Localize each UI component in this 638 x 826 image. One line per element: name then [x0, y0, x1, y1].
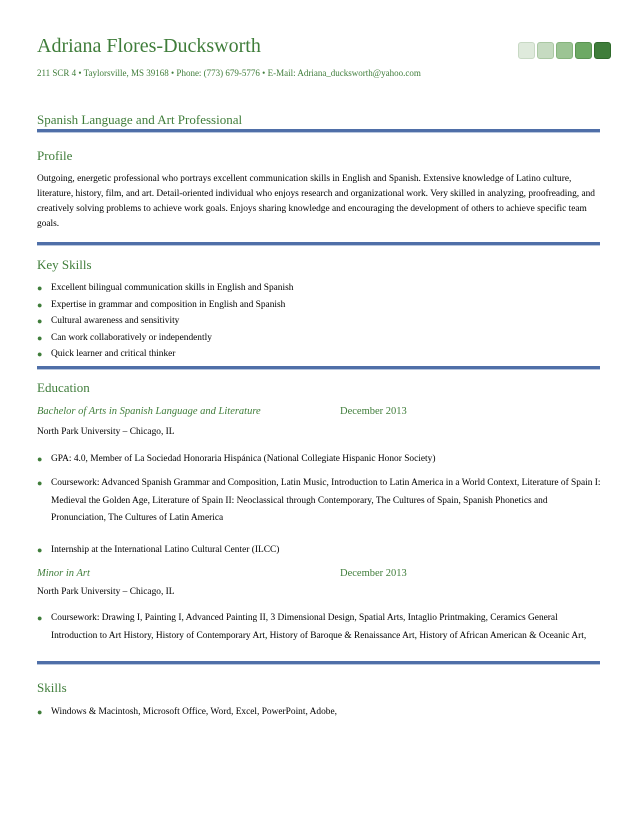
education-heading: Education — [37, 380, 90, 395]
contact-line: 211 SCR 4 • Taylorsville, MS 39168 • Phone: (773) 679-5776 • E-Mail: Adriana_ducksworth@yahoo.com — [37, 68, 421, 78]
profile-text: Outgoing, energetic professional who portrays excellent communication skills in English and Spanish. Extensive knowledge of Latino culture, literature, history, film, and art. Detail-oriented individual who enjoys research and organizational work. Very skilled in analyzing, proofreading, and creatively solving problems to achieve work goals. Enjoys sharing knowledge and encouraging the development of others to achieve specific team goals. — [37, 174, 595, 229]
degree-bullets — [37, 451, 602, 469]
bullet-icon: ● — [37, 299, 43, 310]
section-divider — [37, 366, 600, 369]
decor-square-1 — [518, 42, 535, 59]
bullet-icon: ● — [37, 316, 43, 326]
list-item: ● Excellent bilingual communication skills in English and Spanish — [37, 280, 602, 297]
institution: North Park University – Chicago, IL — [37, 427, 175, 437]
degree-title: Minor in Art — [37, 568, 90, 579]
degree-date: December 2013 — [340, 568, 407, 579]
degree-date: December 2013 — [340, 406, 407, 417]
list-item: ● Coursework: Drawing I, Painting I, Advanced Painting II, 3 Dimensional Design, Spatial Arts, Intaglio Printmaking, Ceramics General Introduction to Art History, History of Contemporary Art, History of Baroque & Renaissance Art, History of African American & Oceanic Art, — [37, 610, 602, 645]
list-item: ● Coursework: Advanced Spanish Grammar and Composition, Latin Music, Introduction to Latin America in a World Context, Literature of Spain I: Medieval the Golden Age, Literature of Spain II: Neoclassical through Contemporary, The Cultures of Spain, Spanish Phonetics and Pronunciation, The Cultures of Latin America — [37, 475, 602, 528]
degree-bullets — [37, 610, 602, 645]
section-divider — [37, 129, 600, 132]
skills-heading: Skills — [37, 680, 67, 695]
bullet-icon: ● — [37, 707, 43, 717]
list-item: ● Internship at the International Latino Cultural Center (ILCC) — [37, 542, 602, 560]
decor-square-2 — [537, 42, 554, 59]
degree-bullets — [37, 542, 602, 560]
key-skills-list — [37, 280, 602, 363]
degree-bullets — [37, 475, 602, 528]
bullet-icon: ● — [37, 454, 43, 464]
decorative-squares — [518, 42, 611, 59]
bullet-icon: ● — [37, 283, 43, 293]
decor-square-5 — [594, 42, 611, 59]
bullet-icon: ● — [37, 613, 43, 623]
bullet-icon: ● — [37, 545, 43, 555]
bullet-icon: ● — [37, 332, 43, 343]
section-divider — [37, 242, 600, 245]
key-skills-heading: Key Skills — [37, 257, 92, 272]
decor-square-3 — [556, 42, 573, 59]
bullet-icon: ● — [37, 478, 43, 488]
list-item: ● Quick learner and critical thinker — [37, 346, 602, 363]
section-divider — [37, 661, 600, 664]
degree-title: Bachelor of Arts in Spanish Language and Literature — [37, 406, 261, 417]
list-item: ● Expertise in grammar and composition in English and Spanish — [37, 297, 602, 314]
list-item: ● GPA: 4.0, Member of La Sociedad Honoraria Hispánica (National Collegiate Hispanic Honor Society) — [37, 451, 602, 469]
candidate-name: Adriana Flores-Ducksworth — [37, 35, 261, 57]
skills-list — [37, 704, 602, 721]
decor-square-4 — [575, 42, 592, 59]
institution: North Park University – Chicago, IL — [37, 587, 175, 597]
bullet-icon: ● — [37, 349, 43, 359]
profile-heading: Profile — [37, 148, 73, 163]
list-item: ● Cultural awareness and sensitivity — [37, 313, 602, 330]
list-item: ● Windows & Macintosh, Microsoft Office, Word, Excel, PowerPoint, Adobe, — [37, 704, 602, 721]
list-item: ● Can work collaboratively or independently — [37, 330, 602, 347]
professional-headline: Spanish Language and Art Professional — [37, 112, 243, 127]
